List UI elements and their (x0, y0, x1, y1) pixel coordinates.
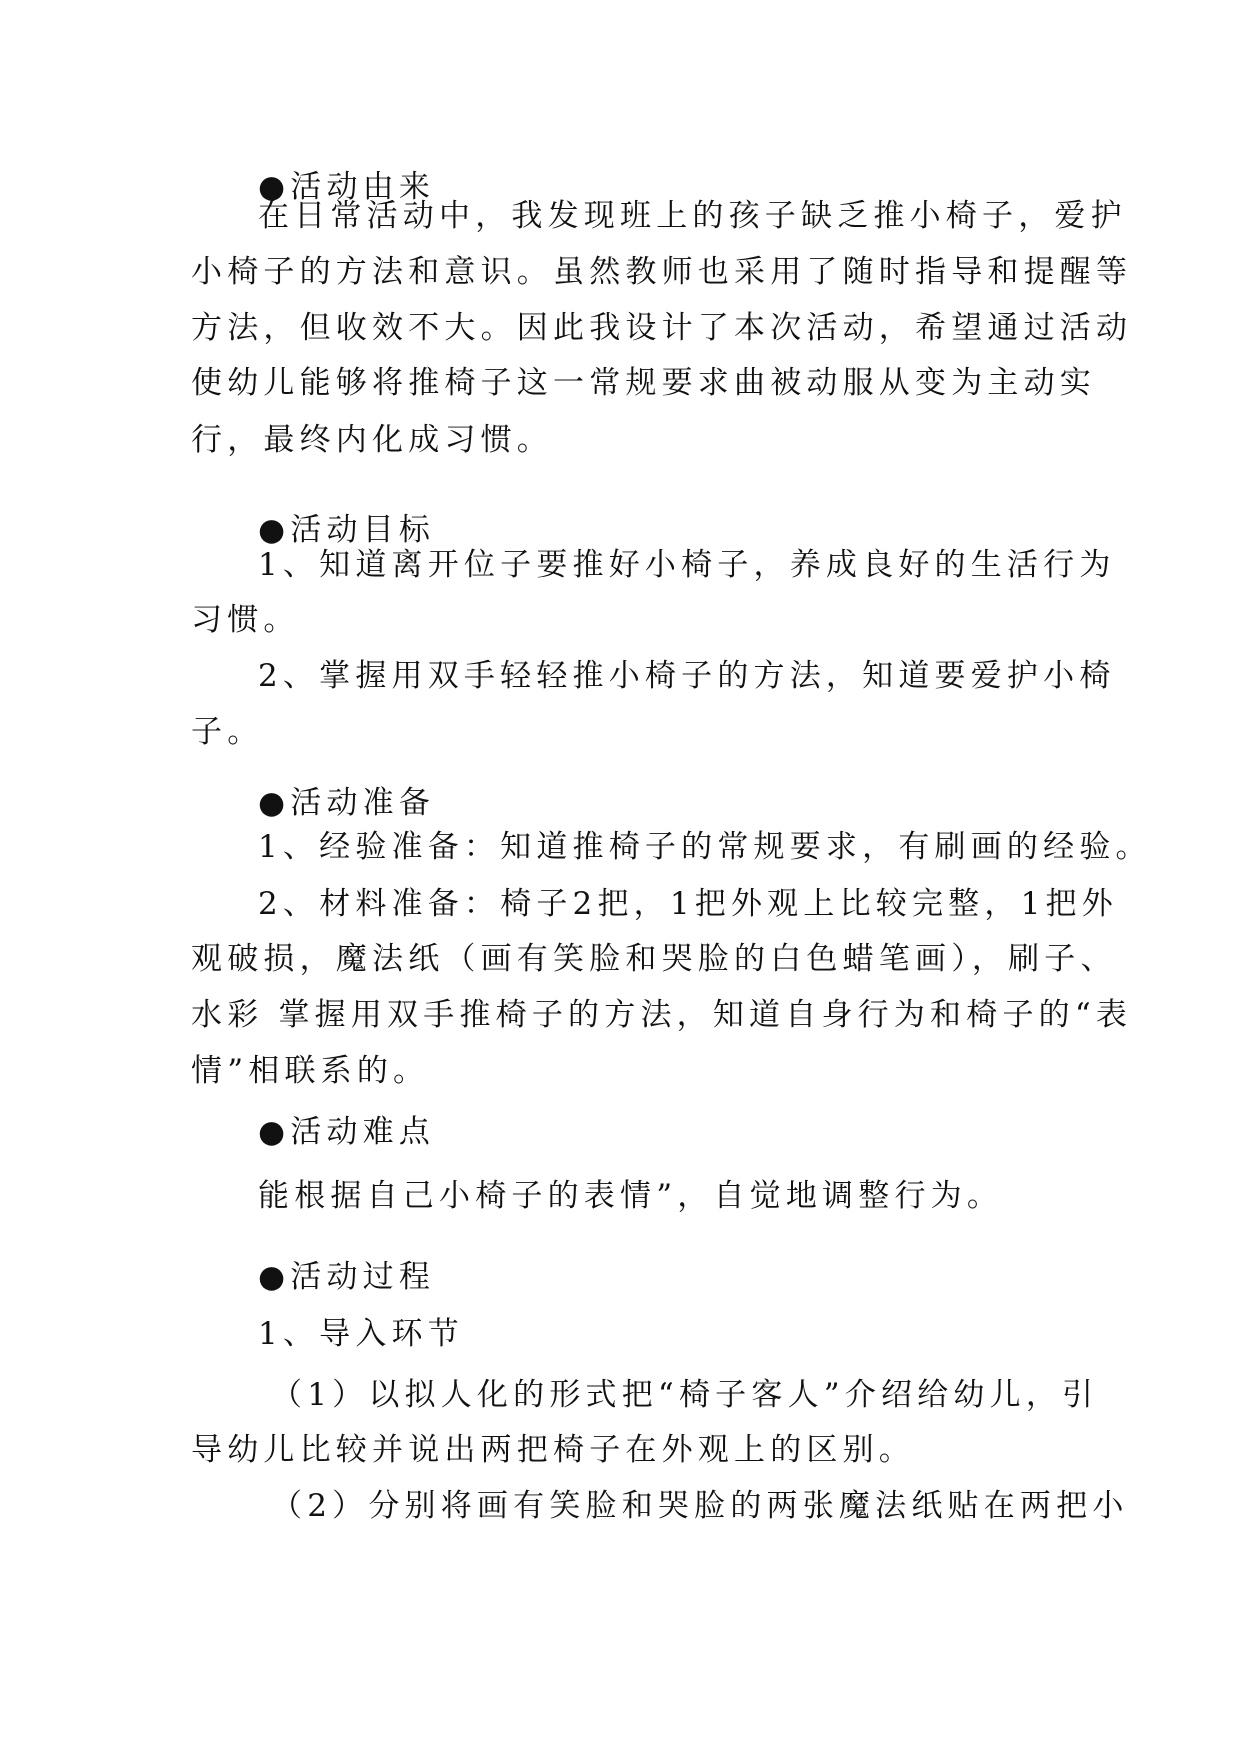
list-item-line: 2、材料准备：椅子2把，1把外观上比较完整，1把外 (258, 886, 1118, 922)
section-heading-difficulty: ●活动难点 (258, 1114, 436, 1150)
section-heading-origin: ●活动由来 (258, 169, 436, 205)
list-item-line: （2）分别将画有笑脸和哭脸的两张魔法纸贴在两把小 (271, 1488, 1129, 1524)
list-item-line: 观破损，魔法纸（画有笑脸和哭脸的白色蜡笔画），刷子、 (191, 941, 1117, 977)
paragraph-line: 能根据自己小椅子的表情”，自觉地调整行为。 (258, 1178, 1004, 1214)
paragraph-line: 使幼儿能够将推椅子这一常规要求曲被动服从变为主动实 (191, 365, 1096, 401)
paragraph-line: 行，最终内化成习惯。 (191, 422, 553, 458)
subsection-heading: 1、导入环节 (258, 1316, 464, 1352)
list-item-line: 习惯。 (191, 602, 300, 638)
section-heading-preparation: ●活动准备 (258, 785, 436, 821)
paragraph-line: 在日常活动中，我发现班上的孩子缺乏推小椅子，爱护 (258, 198, 1127, 234)
section-heading-goals: ●活动目标 (258, 512, 436, 548)
paragraph-line: 方法，但收效不大。因此我设计了本次活动，希望通过活动 (191, 310, 1133, 346)
list-item-line: 水彩 掌握用双手推椅子的方法，知道自身行为和椅子的“表 (191, 997, 1133, 1033)
section-heading-process: ●活动过程 (258, 1259, 436, 1295)
list-item-line: （1）以拟人化的形式把“椅子客人”介绍给幼儿，引 (271, 1377, 1099, 1413)
list-item-line: 1、经验准备：知道推椅子的常规要求，有刷画的经验。 (258, 829, 1152, 865)
list-item-line: 导幼儿比较并说出两把椅子在外观上的区别。 (191, 1432, 915, 1468)
list-item-line: 子。 (191, 714, 264, 750)
paragraph-line: 小椅子的方法和意识。虽然教师也采用了随时指导和提醒等 (191, 254, 1133, 290)
list-item-line: 2、掌握用双手轻轻推小椅子的方法，知道要爱护小椅 (258, 658, 1116, 694)
list-item-line: 情”相联系的。 (191, 1053, 430, 1089)
list-item-line: 1、知道离开位子要推好小椅子，养成良好的生活行为 (258, 547, 1116, 583)
